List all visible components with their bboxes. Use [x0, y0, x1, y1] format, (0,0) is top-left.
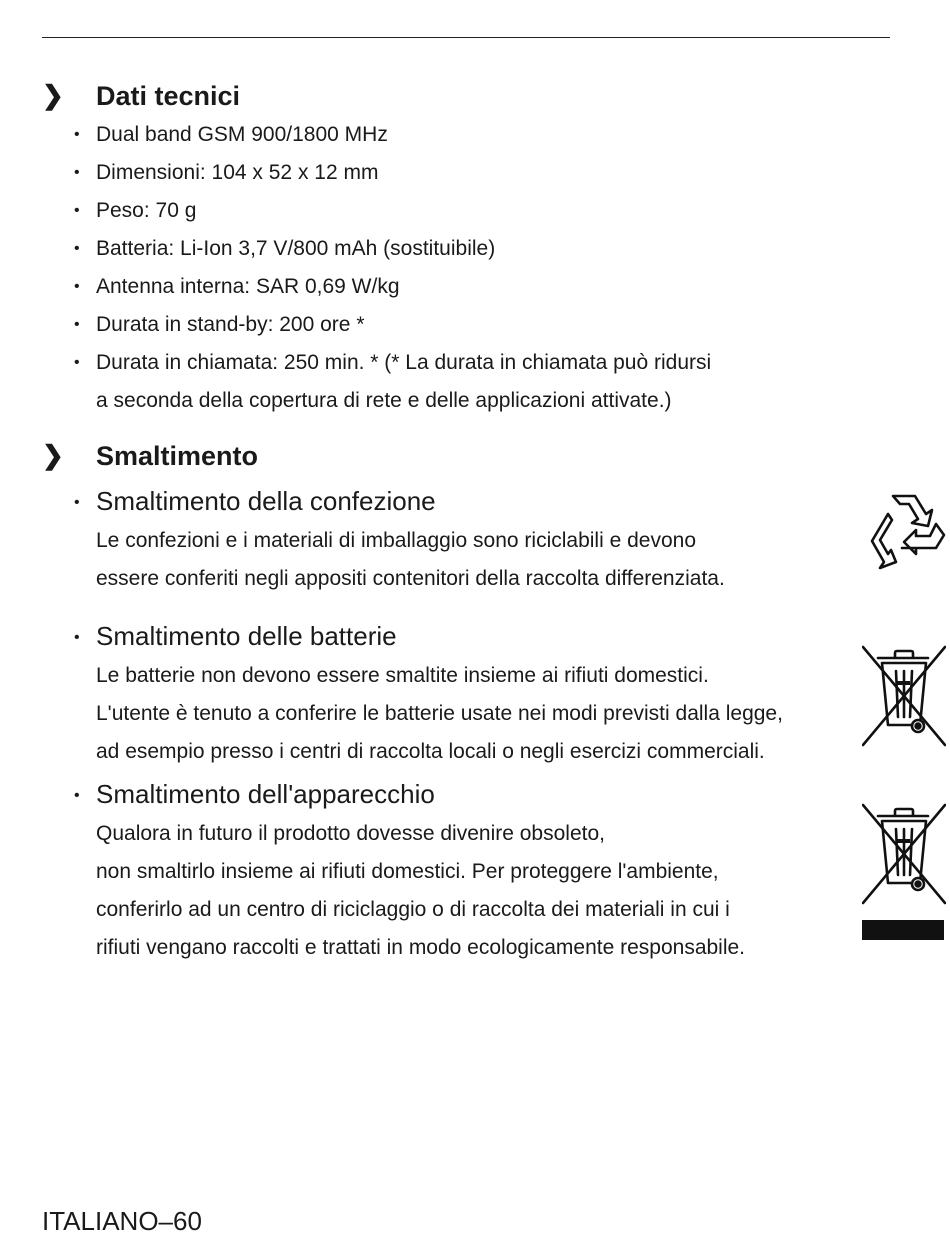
bullet: • — [74, 787, 80, 804]
section-title-tech: Dati tecnici — [96, 81, 241, 111]
paragraph-line: rifiuti vengano raccolti e trattati in modo ecologicamente responsabile. — [96, 936, 746, 959]
subsection-title-batteries: • Smaltimento delle batterie — [96, 619, 397, 653]
list-item-continuation: a seconda della copertura di rete e delle applicazioni attivate.) — [96, 389, 672, 412]
crossed-bin-icon — [862, 645, 946, 747]
bullet: • — [74, 316, 80, 333]
list-item: • Batteria: Li-Ion 3,7 V/800 mAh (sostituibile) — [96, 230, 495, 268]
bullet: • — [74, 126, 80, 143]
bullet: • — [74, 202, 80, 219]
list-item: • Dimensioni: 104 x 52 x 12 mm — [96, 154, 378, 192]
subsection-title-packaging: • Smaltimento della confezione — [96, 484, 436, 518]
paragraph-line: non smaltirlo insieme ai rifiuti domestici. Per proteggere l'ambiente, — [96, 860, 719, 883]
paragraph-line: Le confezioni e i materiali di imballaggio sono riciclabili e devono — [96, 529, 696, 552]
subsection-title-device: • Smaltimento dell'apparecchio — [96, 777, 435, 811]
bullet: • — [74, 164, 80, 181]
list-item: • Durata in chiamata: 250 min. * (* La durata in chiamata può ridursi — [96, 344, 711, 382]
top-rule — [42, 37, 890, 38]
list-item: • Dual band GSM 900/1800 MHz — [96, 116, 388, 154]
paragraph-line: conferirlo ad un centro di riciclaggio o di raccolta dei materiali in cui i — [96, 898, 730, 921]
paragraph-line: ad esempio presso i centri di raccolta locali o negli esercizi commerciali. — [96, 740, 765, 763]
list-item: • Peso: 70 g — [96, 192, 196, 230]
paragraph-line: essere conferiti negli appositi contenitori della raccolta differenziata. — [96, 567, 725, 590]
bullet: • — [74, 278, 80, 295]
crossed-bin-with-bar-icon — [862, 803, 946, 943]
list-item: • Antenna interna: SAR 0,69 W/kg — [96, 268, 400, 306]
bullet: • — [74, 494, 80, 511]
section-title-disposal: Smaltimento — [96, 441, 259, 471]
bullet: • — [74, 629, 80, 646]
chevron-right-icon: ❯ — [42, 80, 64, 110]
recycle-icon — [862, 490, 946, 574]
paragraph-line: Le batterie non devono essere smaltite insieme ai rifiuti domestici. — [96, 664, 709, 687]
bullet: • — [74, 354, 80, 371]
list-item: • Durata in stand-by: 200 ore * — [96, 306, 365, 344]
paragraph-line: L'utente è tenuto a conferire le batterie usate nei modi previsti dalla legge, — [96, 702, 783, 725]
bullet: • — [74, 240, 80, 257]
page-footer: ITALIANO–60 — [42, 1206, 202, 1236]
paragraph-line: Qualora in futuro il prodotto dovesse divenire obsoleto, — [96, 822, 605, 845]
chevron-right-icon: ❯ — [42, 440, 64, 470]
